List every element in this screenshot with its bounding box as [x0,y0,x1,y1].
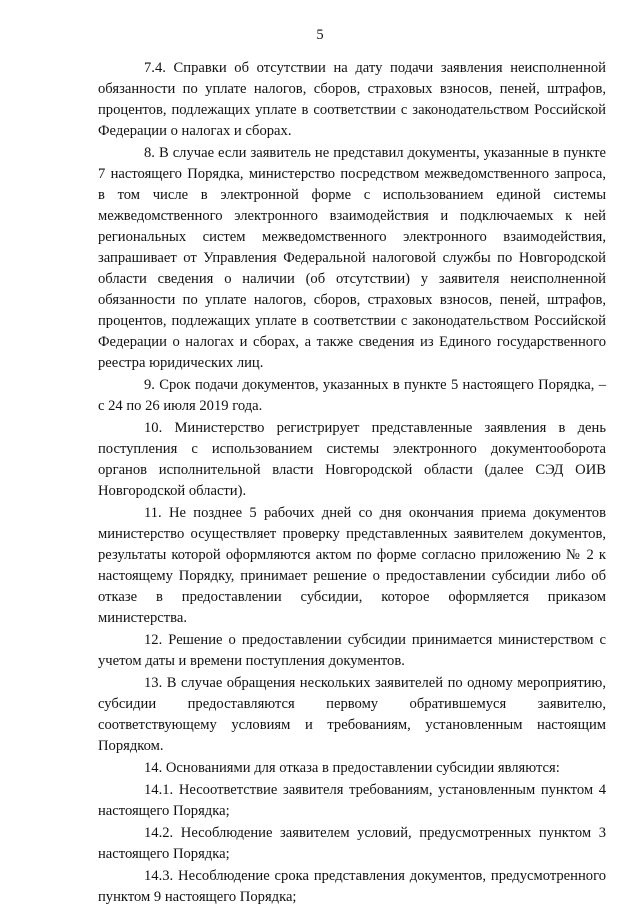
paragraph-13: 13. В случае обращения нескольких заявителей по одному мероприятию, субсидии предоставляются первому обратившемуся заявителю, соответствующему условиям и требованиям, установленным настоящим Порядком. [98,675,606,754]
paragraph-10: 10. Министерство регистрирует представленные заявления в день поступления с использованием системы электронного документооборота органов исполнительной власти Новгородской области (далее СЭД ОИВ Новгородской области). [98,420,606,499]
paragraph-9: 9. Срок подачи документов, указанных в пункте 5 настоящего Порядка, – с 24 по 26 июля 2019 года. [98,377,606,414]
paragraph-11: 11. Не позднее 5 рабочих дней со дня окончания приема документов министерство осуществляет проверку представленных заявителем документов, результаты которой оформляются актом по форме согласно приложению № 2 к настоящему Порядку, принимает решение о предоставлении субсидии либо об отказе в предоставлении субсидии, которое оформляется приказом министерства. [98,505,606,626]
document-body [98,58,606,909]
paragraph-14-2: 14.2. Несоблюдение заявителем условий, предусмотренных пунктом 3 настоящего Порядка; [98,825,606,862]
paragraph-14: 14. Основаниями для отказа в предоставлении субсидии являются: [144,760,560,776]
paragraph-8: 8. В случае если заявитель не представил документы, указанные в пункте 7 настоящего Порядка, министерство посредством межведомственного запроса, в том числе в электронной форме с использованием единой системы межведомственного электронного взаимодействия и подключаемых к ней региональных систем межведомственного электронного взаимодействия, запрашивает от Управления Федеральной налоговой службы по Новгородской области сведения о наличии (об отсутствии) у заявителя неисполненной обязанности по уплате налогов, сборов, страховых взносов, пеней, штрафов, процентов, подлежащих уплате в соответствии с законодательством Российской Федерации о налогах и сборах, а также сведения из Единого государственного реестра юридических лиц. [98,145,606,371]
paragraph-14-1: 14.1. Несоответствие заявителя требованиям, установленным пунктом 4 настоящего Порядка; [98,782,606,819]
paragraph-14-3: 14.3. Несоблюдение срока представления документов, предусмотренного пунктом 9 настоящего Порядка; [98,868,606,905]
page-number: 5 [316,27,324,43]
paragraph-7-4: 7.4. Справки об отсутствии на дату подачи заявления неисполненной обязанности по уплате налогов, сборов, страховых взносов, пеней, штрафов, процентов, подлежащих уплате в соответствии с законодательством Российской Федерации о налогах и сборах. [98,60,606,139]
paragraph-12: 12. Решение о предоставлении субсидии принимается министерством с учетом даты и времени поступления документов. [98,632,606,669]
